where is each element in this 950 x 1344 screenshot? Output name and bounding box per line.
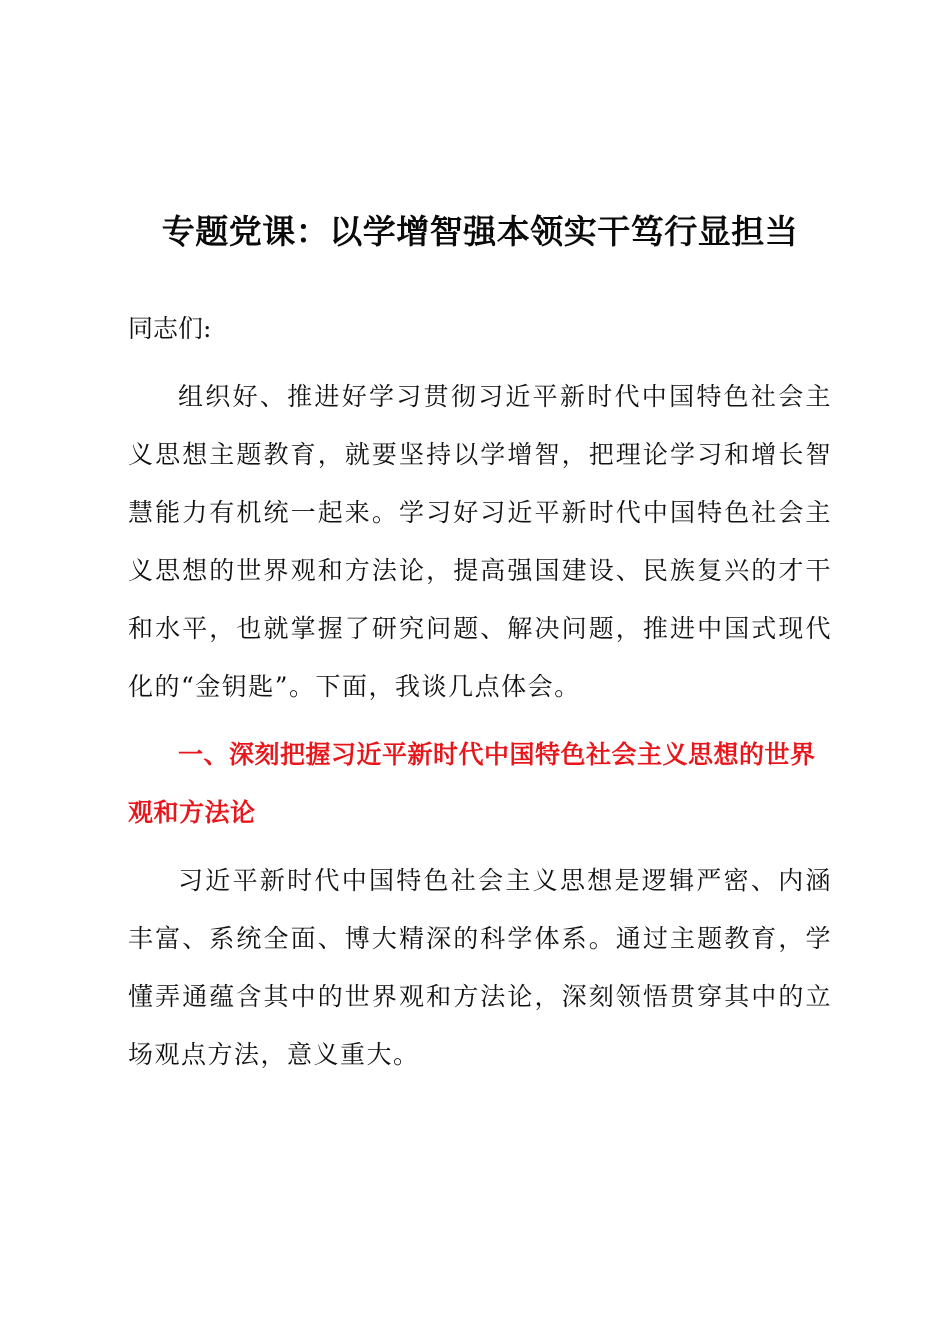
- section-1-paragraph: 习近平新时代中国特色社会主义思想是逻辑严密、内涵丰富、系统全面、博大精深的科学体系。通过主题教育，学懂弄通蕴含其中的世界观和方法论，深刻领悟贯穿其中的立场观点方法，意义重大。: [128, 866, 832, 1069]
- document-content: [128, 204, 832, 1084]
- salutation: 同志们:: [128, 314, 212, 343]
- intro-paragraph: 组织好、推进好学习贯彻习近平新时代中国特色社会主义思想主题教育，就要坚持以学增智，把理论学习和增长智慧能力有机统一起来。学习好习近平新时代中国特色社会主义思想的世界观和方法论，提高强国建设、民族复兴的才干和水平，也就掌握了研究问题、解决问题，推进中国式现代化的“金钥匙”。下面，我谈几点体会。: [128, 382, 832, 701]
- page-title: 专题党课：以学增智强本领实干笃行显担当: [161, 212, 799, 251]
- section-heading-1: 一、深刻把握习近平新时代中国特色社会主义思想的世界观和方法论: [128, 740, 816, 827]
